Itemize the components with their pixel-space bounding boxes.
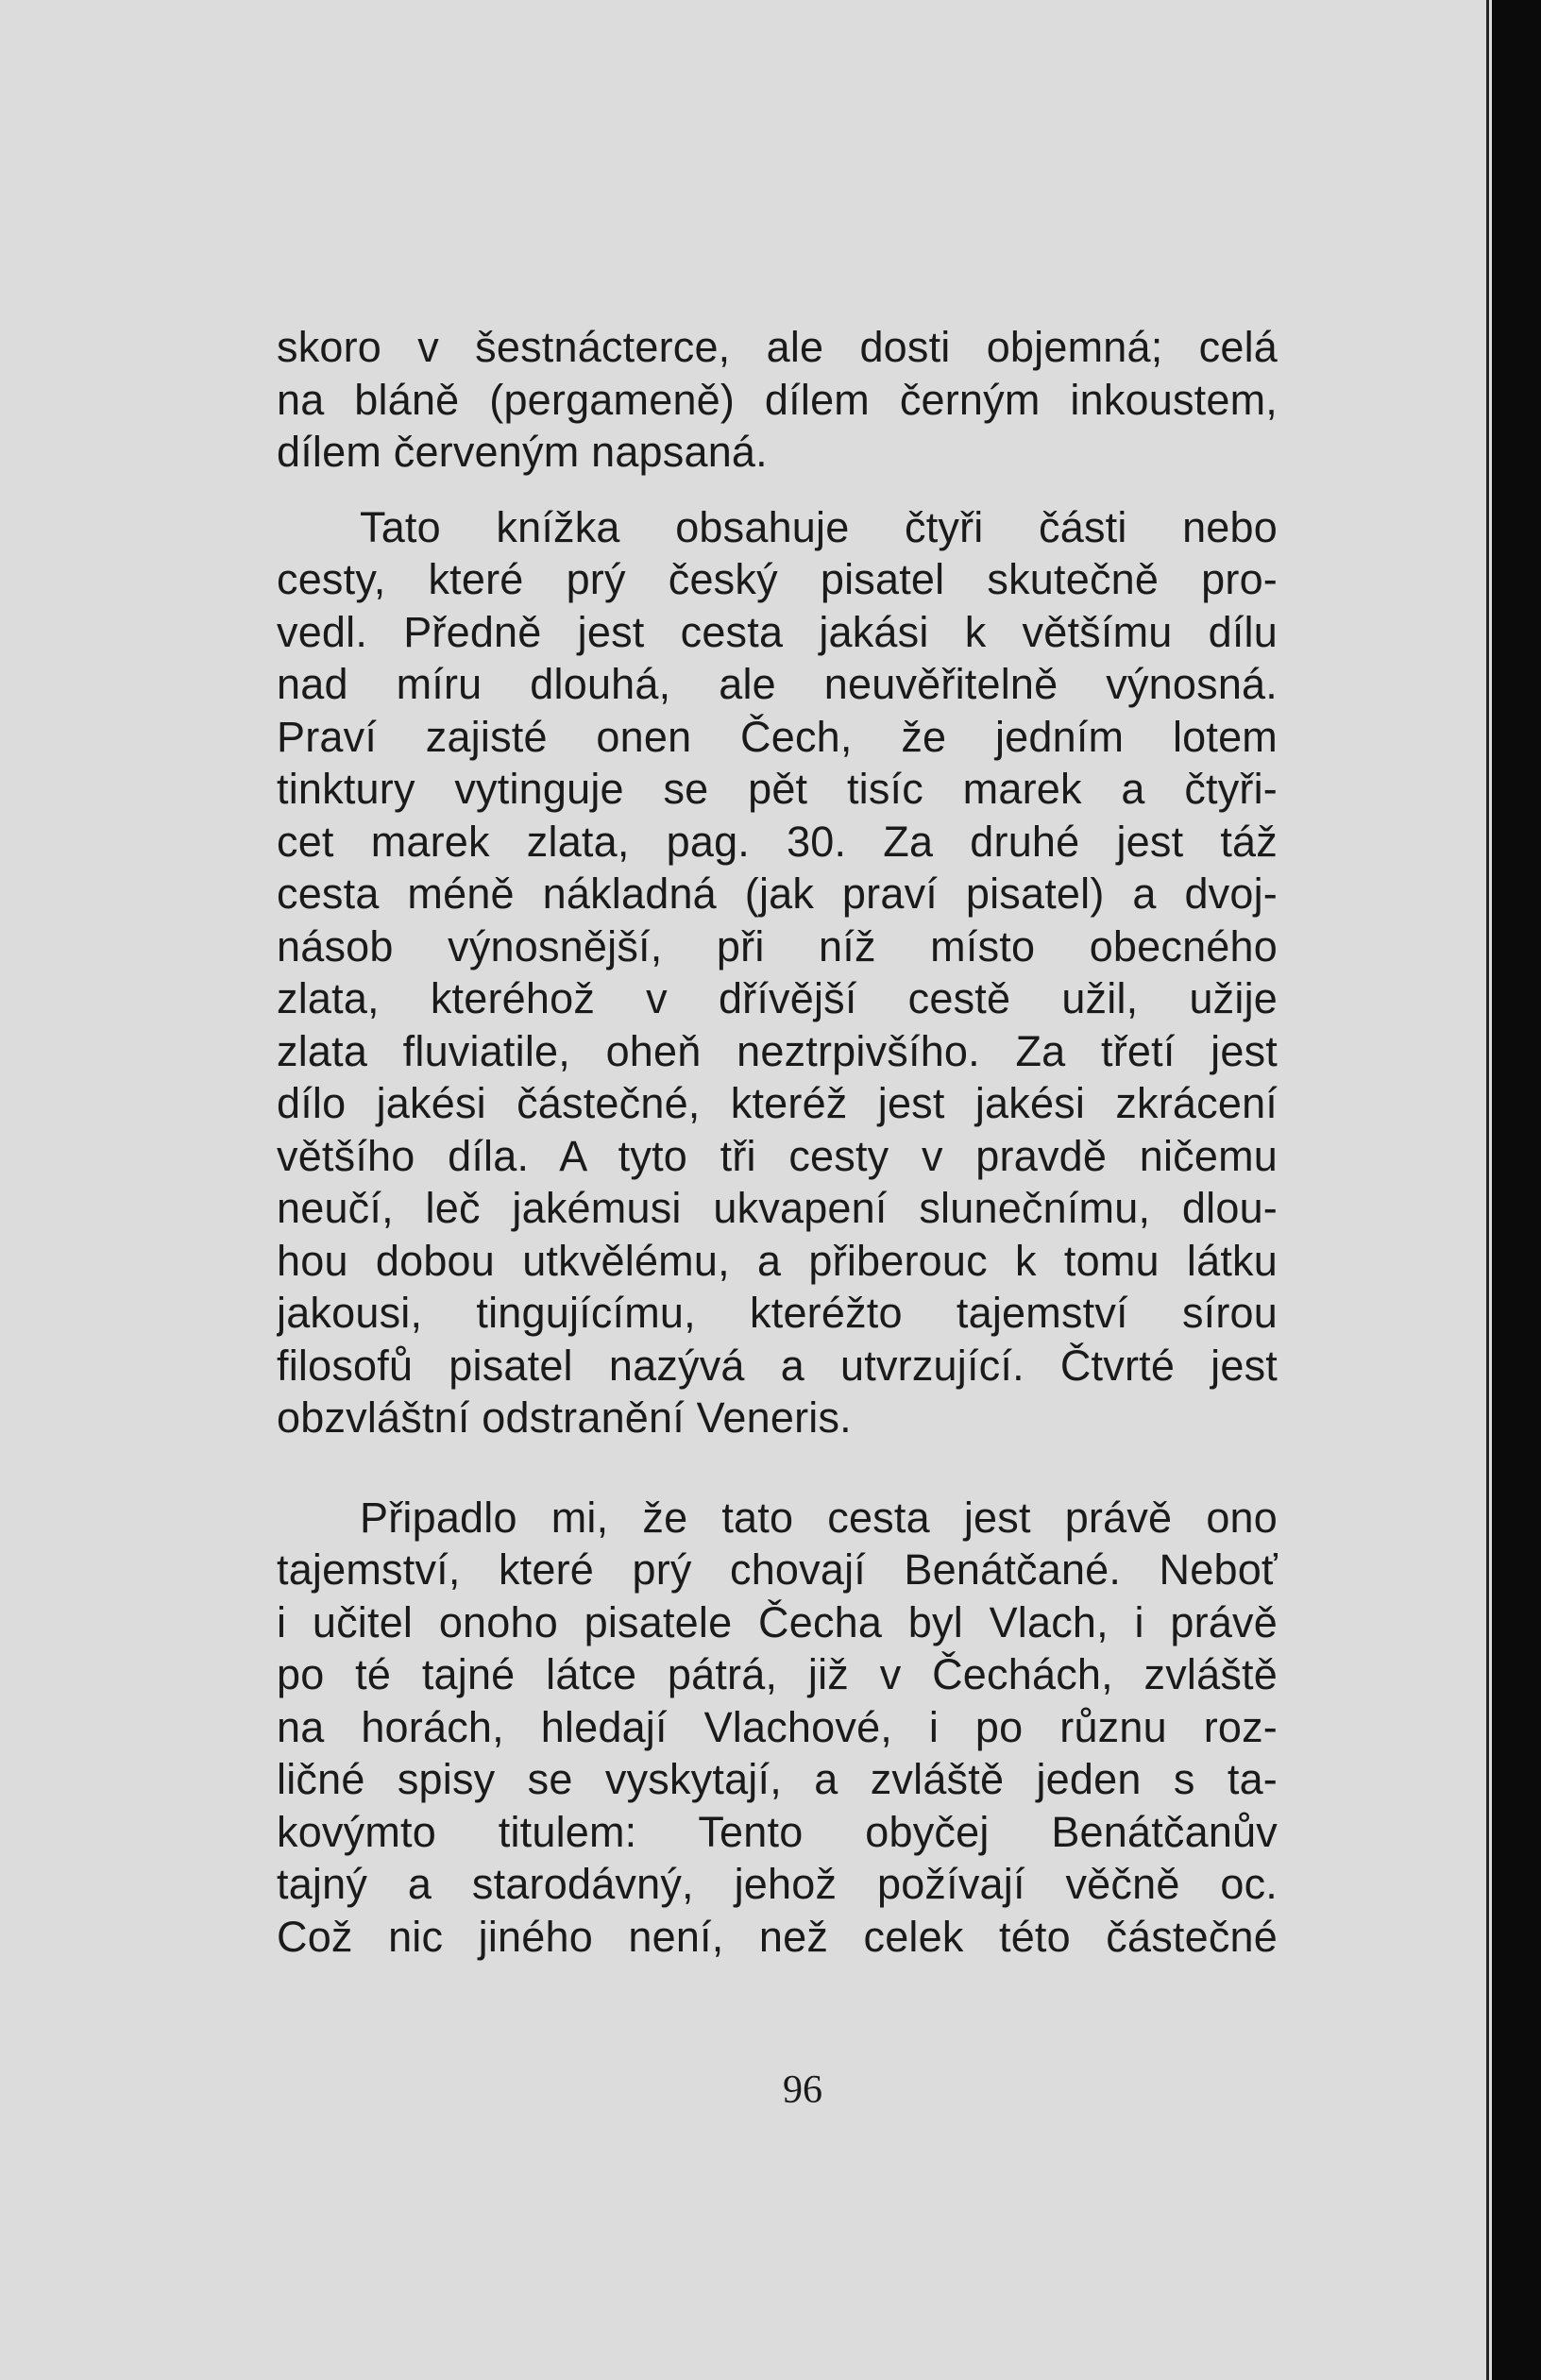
- text-line: dílo jakési částečné, kteréž jest jakési zkrácení: [277, 1079, 1278, 1127]
- text-line: cet marek zlata, pag. 30. Za druhé jest táž: [277, 817, 1278, 866]
- text-line: tajemství, které prý chovají Benátčané. Neboť: [277, 1545, 1278, 1594]
- page-text: [277, 321, 1278, 1963]
- text-line: i učitel onoho pisatele Čecha byl Vlach, i právě: [277, 1597, 1278, 1646]
- text-line: cesty, které prý český pisatel skutečně pro-: [277, 555, 1278, 603]
- text-line: po té tajné látce pátrá, již v Čechách, zvláště: [277, 1650, 1278, 1698]
- text-line: kovýmto titulem: Tento obyčej Benátčanův: [277, 1807, 1278, 1856]
- text-line: tinktury vytinguje se pět tisíc marek a čtyři-: [277, 765, 1278, 813]
- spine-shadow: [1486, 0, 1489, 2380]
- text-line: Tato knížka obsahuje čtyři části nebo: [360, 502, 1278, 551]
- text-line: násob výnosnější, při níž místo obecného: [277, 921, 1278, 971]
- text-line: obzvláštní odstranění Veneris.: [277, 1393, 852, 1442]
- text-line: hou dobou utkvělému, a přiberouc k tomu látku: [277, 1236, 1278, 1285]
- text-line: ličné spisy se vyskytají, a zvláště jeden s ta-: [277, 1755, 1278, 1803]
- text-line: zlata fluviatile, oheň neztrpivšího. Za třetí jest: [277, 1026, 1278, 1075]
- text-line: vedl. Předně jest cesta jakási k většímu dílu: [277, 607, 1278, 656]
- binding-edge: [1493, 0, 1541, 2380]
- text-line: nad míru dlouhá, ale neuvěřitelně výnosná.: [277, 660, 1278, 708]
- text-line: na horách, hledají Vlachové, i po různu roz-: [277, 1702, 1278, 1751]
- text-line: na bláně (pergameně) dílem černým inkoustem,: [277, 375, 1278, 424]
- text-line: tajný a starodávný, jehož požívají věčně oc.: [277, 1860, 1278, 1908]
- paragraph-3: [277, 1492, 1278, 1964]
- text-line: většího díla. A tyto tři cesty v pravdě ničemu: [277, 1131, 1278, 1180]
- text-line: filosofů pisatel nazývá a utvrzující. Čtvrté jest: [277, 1341, 1278, 1390]
- paragraph-1: [277, 321, 1278, 479]
- page-number: 96: [783, 2068, 822, 2112]
- text-line: Praví zajisté onen Čech, že jedním lotem: [277, 712, 1278, 761]
- text-line: cesta méně nákladná (jak praví pisatel) a dvoj-: [277, 869, 1278, 918]
- paragraph-gap: [277, 479, 1278, 501]
- paragraph-2: [277, 501, 1278, 1444]
- text-line: Připadlo mi, že tato cesta jest právě ono: [360, 1493, 1278, 1542]
- paragraph-gap: [277, 1444, 1278, 1492]
- text-line: Což nic jiného není, než celek této částečné: [277, 1912, 1278, 1961]
- text-line: zlata, kteréhož v dřívější cestě užil, užije: [277, 974, 1278, 1022]
- text-line: dílem červeným napsaná.: [277, 428, 768, 476]
- text-line: neučí, leč jakémusi ukvapení slunečnímu, dlou-: [277, 1184, 1278, 1232]
- text-line: jakousi, tingujícímu, kteréžto tajemství sírou: [277, 1289, 1278, 1337]
- text-line: skoro v šestnácterce, ale dosti objemná; celá: [277, 323, 1278, 371]
